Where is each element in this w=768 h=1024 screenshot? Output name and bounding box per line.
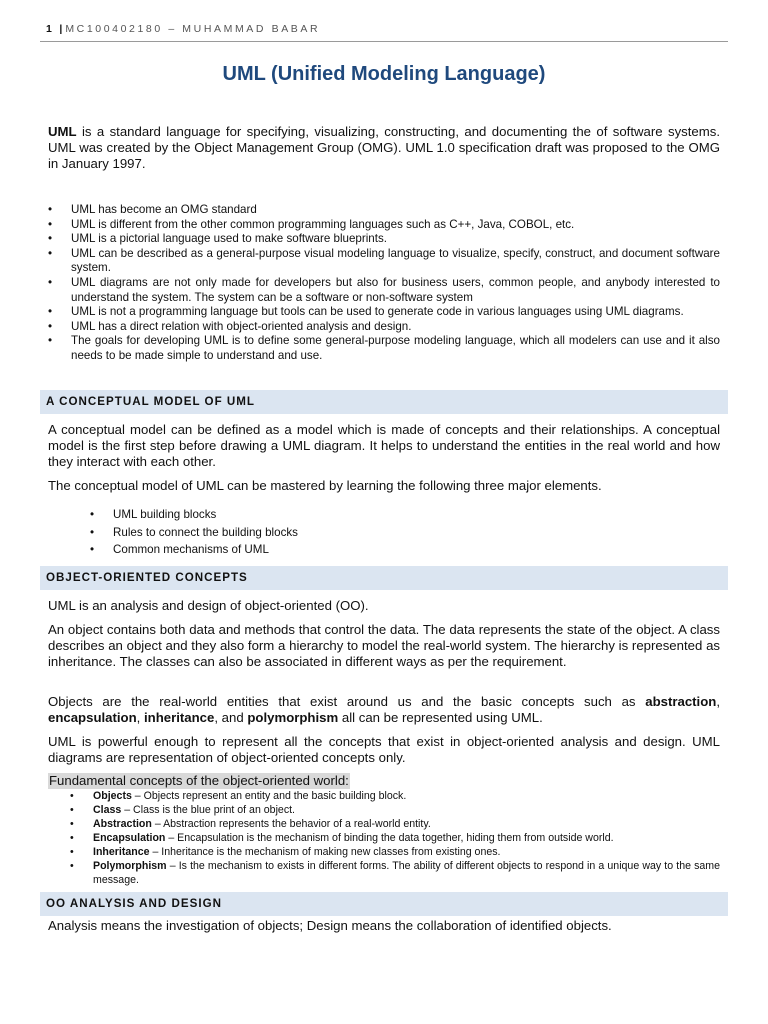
document-title: UML (Unified Modeling Language) — [222, 63, 546, 85]
list-item-text: UML is different from the other common programming languages such as C++, Java, COBOL, etc. — [71, 217, 575, 231]
header-separator: | — [59, 23, 63, 35]
section-heading-text: OO ANALYSIS AND DESIGN — [46, 897, 222, 910]
bullet-icon: • — [48, 203, 53, 216]
oo-paragraph-3 — [48, 694, 720, 726]
ooad-paragraph-1: Analysis means the investigation of objects; Design means the collaboration of identified objects. — [48, 918, 612, 933]
list-item — [70, 817, 720, 831]
oo-paragraph-2: An object contains both data and methods that control the data. The data represents the state of the object. A class describes an object and they also form a hierarchy to model the real-world system. The hierarchy is represented as inheritance. The classes can also be associated in different ways as per the requirement. — [48, 622, 720, 669]
list-item — [48, 320, 720, 335]
bullet-icon: • — [48, 232, 53, 246]
concept-term: Abstraction — [93, 818, 152, 830]
bullet-icon: • — [70, 818, 74, 830]
bullet-icon: • — [90, 508, 95, 521]
concept-desc: – Objects represent an entity and the basic building block. — [131, 790, 407, 802]
bullet-icon: • — [48, 319, 53, 333]
list-item — [48, 305, 720, 320]
page-header — [46, 23, 320, 35]
list-item-text: UML can be described as a general-purpose visual modeling language to visualize, specify, construct, and document software system. — [71, 246, 720, 275]
list-item — [48, 247, 720, 276]
oo-concepts-list — [70, 789, 720, 887]
list-item-text: The goals for developing UML is to define some general-purpose modeling language, which all modelers can use and it also needs to be made simple to understand and use. — [71, 334, 720, 362]
list-item — [48, 276, 720, 305]
list-item-text: UML is not a programming language but tools can be used to generate code in various languages using UML diagrams. — [71, 305, 684, 319]
header-rule — [40, 41, 728, 42]
concept-desc: – Encapsulation is the mechanism of binding the data together, hiding them from outside world. — [165, 832, 614, 844]
header-text: MC100402180 – MUHAMMAD BABAR — [65, 23, 321, 35]
page-number: 1 — [46, 23, 52, 35]
list-item — [90, 506, 710, 524]
term-abstraction: abstraction — [645, 694, 717, 709]
list-item-text: UML diagrams are not only made for developers but also for business users, common people, and anybody interested to understand the system. The system can be a software or non-software system — [71, 275, 720, 304]
list-item — [70, 803, 720, 817]
list-item-text: UML has a direct relation with object-oriented analysis and design. — [71, 319, 412, 333]
bullet-icon: • — [70, 804, 74, 816]
oo-paragraph-4: UML is powerful enough to represent all the concepts that exist in object-oriented analysis and design. UML diagrams are representation of object-oriented concepts only. — [48, 734, 720, 765]
intro-term: UML — [48, 124, 77, 139]
section-heading-conceptual-model — [40, 390, 728, 414]
intro-paragraph — [48, 124, 720, 172]
bullet-icon: • — [48, 334, 53, 348]
bullet-icon: • — [70, 846, 74, 858]
section-heading-text: A CONCEPTUAL MODEL OF UML — [46, 395, 255, 408]
major-elements-list — [90, 506, 710, 559]
list-item — [90, 541, 710, 559]
list-item — [70, 859, 720, 887]
text-run: , — [716, 694, 720, 709]
section-heading-oo-analysis-design — [40, 892, 728, 916]
list-item-text: Rules to connect the building blocks — [113, 525, 298, 539]
concept-desc: – Inheritance is the mechanism of making new classes from existing ones. — [149, 846, 501, 858]
bullet-icon: • — [90, 525, 95, 539]
list-item-text: UML building blocks — [113, 508, 217, 521]
conceptual-paragraph-1: A conceptual model can be defined as a model which is made of concepts and their relationships. A conceptual model is the first step before drawing a UML diagram. It helps to understand the entities in the real world and how they interact with each other. — [48, 422, 720, 469]
concept-term: Objects — [93, 790, 132, 802]
text-run: , and — [214, 710, 248, 725]
list-item-text: UML has become an OMG standard — [71, 203, 257, 216]
bullet-icon: • — [90, 543, 95, 556]
text-run: , — [136, 710, 144, 725]
list-item-text: Common mechanisms of UML — [113, 543, 269, 556]
uml-facts-list — [48, 203, 720, 364]
bullet-icon: • — [48, 275, 53, 289]
list-item — [48, 232, 720, 247]
bullet-icon: • — [70, 790, 74, 802]
list-item — [70, 831, 720, 845]
bullet-icon: • — [48, 217, 53, 231]
conceptual-paragraph-2: The conceptual model of UML can be mastered by learning the following three major elements. — [48, 478, 602, 493]
text-run: all can be represented using UML. — [338, 710, 543, 725]
list-item — [48, 203, 720, 218]
list-item — [48, 334, 720, 363]
list-item — [48, 218, 720, 233]
concept-term: Inheritance — [93, 846, 150, 858]
list-item — [70, 789, 720, 803]
term-inheritance: inheritance — [144, 710, 215, 725]
concept-desc: – Is the mechanism to exists in different forms. The ability of different objects to respond in a unique way to the same message. — [93, 860, 720, 886]
bullet-icon: • — [70, 832, 74, 844]
concept-desc: – Abstraction represents the behavior of a real-world entity. — [151, 818, 431, 830]
term-encapsulation: encapsulation — [48, 710, 137, 725]
oo-paragraph-1: UML is an analysis and design of object-oriented (OO). — [48, 598, 369, 613]
list-item — [70, 845, 720, 859]
list-item-text: UML is a pictorial language used to make software blueprints. — [71, 232, 387, 246]
intro-text: is a standard language for specifying, visualizing, constructing, and documenting the of software systems. UML was created by the Object Management Group (OMG). UML 1.0 specification draft was proposed to the OMG in January 1997. — [48, 124, 720, 171]
list-item — [90, 524, 710, 542]
concept-term: Encapsulation — [93, 832, 166, 844]
bullet-icon: • — [70, 860, 74, 872]
fundamental-concepts-label: Fundamental concepts of the object-oriented world: — [49, 773, 349, 788]
concept-term: Class — [93, 804, 122, 816]
concept-desc: – Class is the blue print of an object. — [121, 804, 295, 816]
text-run: Objects are the real-world entities that exist around us and the basic concepts such as — [48, 694, 646, 709]
section-heading-object-oriented — [40, 566, 728, 590]
section-heading-text: OBJECT-ORIENTED CONCEPTS — [46, 571, 248, 584]
bullet-icon: • — [48, 305, 53, 319]
bullet-icon: • — [48, 246, 53, 260]
concept-term: Polymorphism — [93, 860, 167, 872]
term-polymorphism: polymorphism — [247, 710, 339, 725]
